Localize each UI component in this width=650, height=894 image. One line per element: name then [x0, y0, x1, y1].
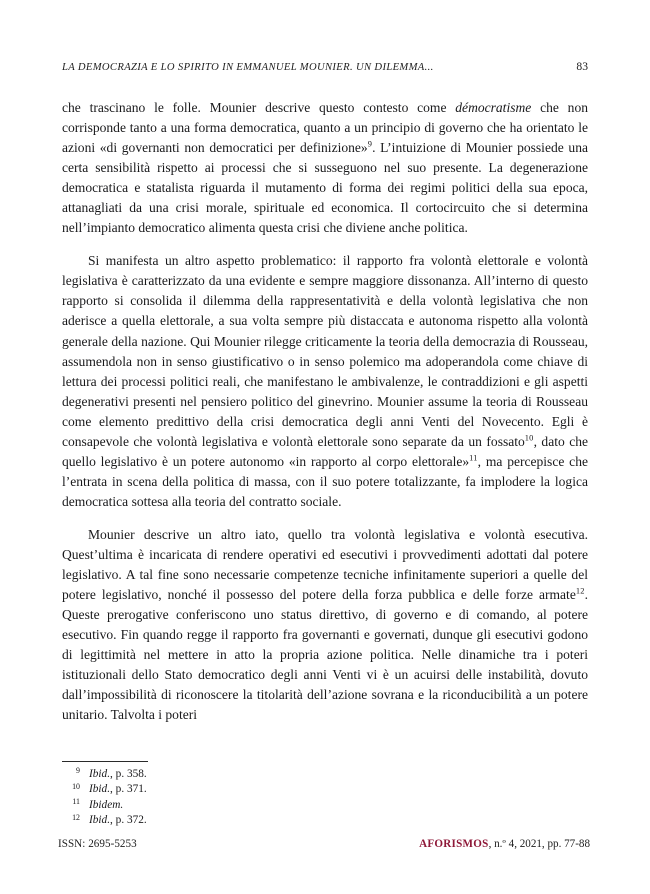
footnote-item [62, 782, 588, 797]
paragraph: Mounier descrive un altro iato, quello tra volontà legislativa e volontà esecutiva. Quest’ultima è incaricata di rendere operativi ed esecutivi i provvedimenti adottati dal potere legislativo. A tal fine sono necessarie competenze tecniche infinitamente superiori a quelle del potere legislativo, nonché il possesso del potere della forza pubblica e delle forze armate$^{12}$. Queste prerogative conferiscono uno status direttivo, di governo e di comando, al potere esecutivo. Fin quando regge il rapporto fra governanti e governati, dunque gli esecutivi godono di legittimità nel mettere in atto la propria azione politica. Nelle dinamiche tra i poteri istituzionali dello Stato democratico degli anni Venti vi è un acuirsi delle instabilità, dovuto dall’impossibilità di riconoscere la titolarità dell’azione sovrana e la riconducibilità a un potere unitario. Talvolta i poteri [62, 526, 588, 723]
page-footer [58, 838, 590, 850]
footnote-text: Ibidem. [89, 798, 124, 811]
issn-label: ISSN: 2695-5253 [58, 838, 137, 850]
body-text-block [62, 98, 588, 725]
footnote-text: Ibid., p. 371. [89, 783, 147, 796]
footnote-number: 10 [72, 781, 80, 791]
footnote-list [62, 767, 588, 829]
journal-citation [419, 838, 590, 850]
page-number: 83 [576, 60, 588, 73]
footnote-item [62, 767, 588, 782]
journal-issue-info: , n.º 4, 2021, pp. 77-88 [488, 838, 590, 850]
footnote-text: Ibid., p. 372. [89, 814, 147, 827]
running-head-title: LA DEMOCRAZIA E LO SPIRITO IN EMMANUEL MOUNIER. UN DILEMMA... [62, 62, 434, 73]
footnote-text: Ibid., p. 358. [89, 768, 147, 780]
footnote-separator-rule [62, 761, 148, 762]
journal-name: AFORISMOS [419, 838, 489, 850]
footnote-number: 11 [72, 797, 80, 807]
footnote-item [62, 798, 588, 813]
footnote-item [62, 813, 588, 828]
paragraph: Si manifesta un altro aspetto problematico: il rapporto fra volontà elettorale e volontà legislativa è caratterizzato da una evidente e sempre maggiore dissonanza. All’interno di questo rapporto si consolida il dilemma della rappresentatività e della volontà legislativa che non aderisce a quella elettorale, a sua volta sempre più distaccata e autonoma rispetto alla volontà generale della nazione. Qui Mounier rilegge criticamente la teoria della democrazia di Rousseau, assumendola non in senso giustificativo o in senso polemico ma adoperandola come chiave di lettura dei processi politici reali, che manifestano le ambivalenze, le contraddizioni e gli aspetti degenerativi presenti nel pensiero politico del ginevrino. Mounier assume la teoria di Rousseau come elemento predittivo della crisi democratica degli anni Venti del Novecento. Egli è consapevole che volontà legislativa e volontà elettorale sono separate da un fossato$^{10}$, dato che quello legislativo è un potere autonomo «in rapporto al corpo elettorale»$^{11}$, ma percepisce che l’entrata in scena della politica di massa, con il suo potere totalizzante, fa implodere la logica democratica sottesa alla teoria del contratto sociale. [62, 253, 588, 509]
paragraph: che trascinano le folle. Mounier descrive questo contesto come démocratisme che non corrisponde tanto a una forma democratica, quanto a un principio di governo che ha orientato le azioni «di governanti non democratici per definizione»$^9$. L’intuizione di Mounier possiede una certa sensibilità rispetto ai processi che si susseguono nel suo presente. La degenerazione democratica e statalista riguarda il mutamento di forma dei regimi politici della sua epoca, attanagliati da una crisi morale, spirituale ed economica. Il cortocircuito che si determina nell’impianto democratico alimenta questa crisi che diviene anche politica. [62, 100, 588, 236]
footnotes-section [62, 761, 588, 829]
running-head [62, 60, 588, 73]
footnote-number: 9 [76, 766, 80, 776]
footnote-number: 12 [72, 812, 80, 822]
